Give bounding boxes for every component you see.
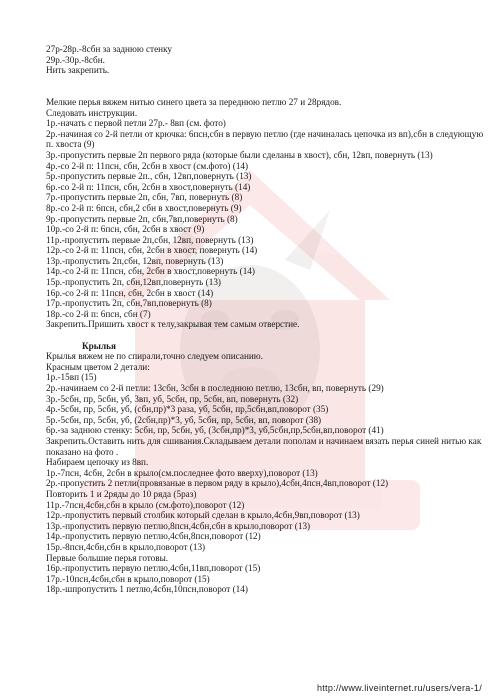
text-line: 17р.-10псн,4сбн,сбн в крыло,поворот (15) [46,573,210,584]
text-line: 2р.-начинаем со 2-й петли: 13сбн, 3сбн в последнюю петлю, 13сбн, вп, повернуть (29) [46,383,384,393]
text-line: 4р.-со 2-й п: 11псн, сбн, 2сбн в хвост (см.фото) (14) [46,160,249,171]
text-line: 27р-28р.-8сбн за заднюю стенку [46,44,172,54]
text-line: Первые большие перья готовы. [46,552,169,563]
text-line: 3р.-пропустить первые 2п первого ряда (которые были сделаны в хвост), сбн, 12вп, повернуть (13) [46,149,433,160]
text-line: 13р.-пропустить первую петлю,8псн,4сбн,сбн в крыло,поворот (13) [46,520,311,531]
text-line: Закрепить.Оставить нить для сшивания.Складываем детали пополам и начинаем вязать перья синей нитью как показано на фото . [46,435,482,457]
text-line: 2р.-начиная со 2-й петли от крючка: 6псн,сбн в первую петлю (где начиналась цепочка из вп),сбн в следующую п. хвоста (9) [46,128,484,150]
text-line: 16р.-пропустить первую петлю,4сбн,11вп,поворот (15) [46,563,261,574]
text-line: 15р.-пропустить 2п, сбн,12вп,повернуть (13) [46,277,221,288]
text-line: Закрепить.Пришить хвост к телу,закрывая тем самым отверстие. [46,319,300,330]
text-line: Нить закрепить. [46,65,110,76]
text-line: 12р.-пропустить первый столбик который сделан в крыло,4сбн,9вп,поворот (13) [46,510,360,521]
text-line: 11р.-пропустить первые 2п,сбн, 12вп, повернуть (13) [46,234,254,245]
text-line: 1р.-начать с первой петли 27р.- 8вп (см. фото) [46,118,226,129]
text-line: 17р.-пропустить 2п, сбн,7вп,повернуть (8) [46,298,212,309]
text-line: 10р.-со 2-й п: 6псн, сбн, 2сбн в хвост (9) [46,224,205,235]
text-line: Крылья вяжем не по спирали,точно следуем описанию. [46,351,263,362]
text-line: Повторить 1 и 2ряды до 10 ряда (5раз) [46,488,197,499]
text-line: 8р.-со 2-й п: 6псн, сбн,2 сбн в хвост,повернуть (9) [46,202,242,213]
text-line: Красным цветом 2 детали: [46,361,150,372]
instruction-text [46,44,486,595]
text-line: 3р.-5сбн, пр, 5сбн, уб, 3вп, уб, 5сбн, пр, 5сбн, вп, повернуть (32) [46,393,299,404]
text-line: 18р.-со 2-й п: 6псн, сбн (7) [46,308,151,319]
text-line: 16р.-со 2-й п: 11псн, сбн, 2сбн в хвост (14) [46,287,214,298]
text-line: 6р.-за заднюю стенку: 5сбн, пр, 5сбн, уб, (3сбн,пр)*3, уб,5сбн,пр,5сбн,вп,поворот (41) [46,425,384,436]
text-line: Мелкие перья вяжем нитью синего цвета за переднюю петлю 27 и 28рядов. [46,96,342,107]
text-line: 12р.-со 2-й п: 11псн, сбн, 2сбн в хвост, повернуть (14) [46,245,258,256]
source-url-link[interactable]: http://www.liveinternet.ru/users/vera-1/ [316,683,482,693]
text-line: 11р.-7псн,4сбн,сбн в крыло (см.фото),поворот (12) [46,499,245,510]
text-line: 5р.-5сбн, пр, 5сбн, уб, (2сбн,пр)*3, уб, 5сбн, пр, 5сбн, вп, поворот (38) [46,414,322,425]
text-line: 14р.-пропустить первую петлю,4сбн,8псн,поворот (12) [46,531,261,542]
text-line: Следовать инструкции. [46,107,138,118]
text-line: 1р.-7псн, 4сбн, 2сбн в крыло(см.последнее фото вверху),поворот (13) [46,467,318,478]
text-line: Набираем цепочку из 8вп. [46,457,149,468]
text-line: 5р.-пропустить первые 2п., сбн, 12вп,повернуть (13) [46,171,252,182]
text-line: 29р.-30р.-8сбн. [46,54,105,65]
text-line: 18р.-шпропустить 1 петлю,4сбн,10псн,поворот (14) [46,584,248,595]
section-heading: Крылья [82,340,116,351]
text-line: 9р.-пропустить первые 2п, сбн,7вп,повернуть (8) [46,213,238,224]
text-line: 2р.-пропустить 2 петли(провязаные в первом ряду в крыло),4сбн,4псн,4вп,поворот (12) [46,478,389,489]
text-line: 7р.-пропустить первые 2п, сбн, 7вп, повернуть (8) [46,192,243,203]
text-line: 1р.-15вп (15) [46,372,97,383]
text-line: 4р.-5сбн, пр, 5сбн, уб, (сбн,пр)*3 раза, уб, 5сбн, пр,5сбн,вп,поворот (35) [46,404,329,415]
text-line: 14р.-со 2-й п: 11псн, сбн, 2сбн в хвост,повернуть (14) [46,266,255,277]
text-line: 13р.-пропустить 2п,сбн, 12вп, повернуть (13) [46,255,224,266]
text-line: 15р.-8псн,4сбн,сбн в крыло,поворот (13) [46,541,206,552]
text-line: 6р.-со 2-й п: 11псн, сбн, 2сбн в хвост,повернуть (14) [46,181,251,192]
